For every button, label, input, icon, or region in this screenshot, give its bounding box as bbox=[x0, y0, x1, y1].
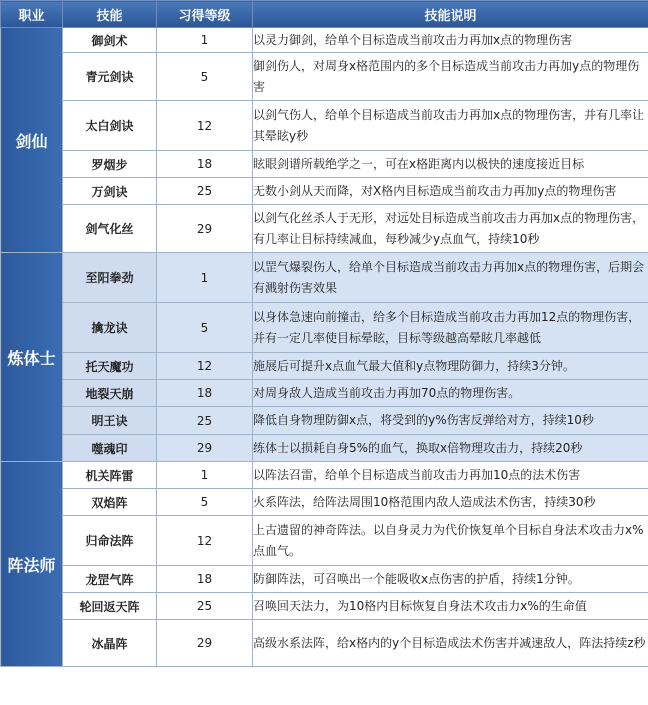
skill-level: 25 bbox=[157, 407, 253, 435]
table-row bbox=[1, 353, 648, 380]
header-level: 习得等级 bbox=[157, 1, 253, 28]
skill-name: 地裂天崩 bbox=[63, 380, 157, 407]
table-row bbox=[1, 593, 648, 620]
class-cell: 炼体士 bbox=[1, 253, 63, 462]
skill-desc: 防御阵法，可召唤出一个能吸收x点伤害的护盾，持续1分钟。 bbox=[253, 566, 648, 593]
skill-level: 1 bbox=[157, 28, 253, 53]
skill-name: 冰晶阵 bbox=[63, 620, 157, 667]
table-row bbox=[1, 462, 648, 489]
skill-level: 5 bbox=[157, 303, 253, 353]
table-row bbox=[1, 151, 648, 178]
header-skill: 技能 bbox=[63, 1, 157, 28]
table-row bbox=[1, 516, 648, 566]
skill-level: 5 bbox=[157, 53, 253, 101]
skill-desc: 以灵力御剑，给单个目标造成当前攻击力再加x点的物理伤害 bbox=[253, 28, 648, 53]
skill-name: 归命法阵 bbox=[63, 516, 157, 566]
skill-level: 1 bbox=[157, 253, 253, 303]
class-cell: 剑仙 bbox=[1, 28, 63, 253]
header-row bbox=[1, 1, 648, 28]
skill-desc: 无数小剑从天而降，对X格内目标造成当前攻击力再加y点的物理伤害 bbox=[253, 178, 648, 205]
table-row bbox=[1, 380, 648, 407]
skill-level: 12 bbox=[157, 101, 253, 151]
skill-name: 御剑术 bbox=[63, 28, 157, 53]
table-row bbox=[1, 178, 648, 205]
skill-name: 龙罡气阵 bbox=[63, 566, 157, 593]
skill-name: 剑气化丝 bbox=[63, 205, 157, 253]
class-cell: 阵法师 bbox=[1, 462, 63, 667]
header-class: 职业 bbox=[1, 1, 63, 28]
table-row bbox=[1, 253, 648, 303]
skill-level: 29 bbox=[157, 205, 253, 253]
skill-level: 18 bbox=[157, 151, 253, 178]
skill-level: 25 bbox=[157, 593, 253, 620]
skill-desc: 火系阵法，给阵法周围10格范围内敌人造成法术伤害，持续30秒 bbox=[253, 489, 648, 516]
skill-desc: 以剑气化丝杀人于无形，对远处目标造成当前攻击力再加x点的物理伤害，有几率让目标持续减血，每秒减少y点血气，持续10秒 bbox=[253, 205, 648, 253]
class-group-liantishi bbox=[1, 253, 648, 462]
skill-name: 双焰阵 bbox=[63, 489, 157, 516]
table-row bbox=[1, 489, 648, 516]
skill-level: 29 bbox=[157, 620, 253, 667]
skill-level: 18 bbox=[157, 380, 253, 407]
skill-name: 青元剑诀 bbox=[63, 53, 157, 101]
skill-level: 12 bbox=[157, 516, 253, 566]
skill-name: 擒龙诀 bbox=[63, 303, 157, 353]
class-group-jianxian bbox=[1, 28, 648, 253]
skill-name: 轮回返天阵 bbox=[63, 593, 157, 620]
skill-desc: 高级水系法阵，给x格内的y个目标造成法术伤害并减速敌人，阵法持续z秒 bbox=[253, 620, 648, 667]
table-row bbox=[1, 407, 648, 435]
header-desc: 技能说明 bbox=[253, 1, 648, 28]
skill-level: 18 bbox=[157, 566, 253, 593]
skill-name: 噬魂印 bbox=[63, 435, 157, 462]
table-row bbox=[1, 101, 648, 151]
table-row bbox=[1, 28, 648, 53]
skill-desc: 练体士以损耗自身5%的血气，换取x倍物理攻击力，持续20秒 bbox=[253, 435, 648, 462]
skill-desc: 施展后可提升x点血气最大值和y点物理防御力，持续3分钟。 bbox=[253, 353, 648, 380]
skill-name: 明王诀 bbox=[63, 407, 157, 435]
skill-desc: 眩眼剑谱所载绝学之一，可在x格距离内以极快的速度接近目标 bbox=[253, 151, 648, 178]
skill-desc: 以剑气伤人，给单个目标造成当前攻击力再加x点的物理伤害，并有几率让其晕眩y秒 bbox=[253, 101, 648, 151]
table-row bbox=[1, 620, 648, 667]
skill-name: 太白剑诀 bbox=[63, 101, 157, 151]
table-row bbox=[1, 53, 648, 101]
skill-desc: 以身体急速向前撞击，给多个目标造成当前攻击力再加12点的物理伤害，并有一定几率使目标晕眩，目标等级越高晕眩几率越低 bbox=[253, 303, 648, 353]
skill-desc: 降低自身物理防御x点，将受到的y%伤害反弹给对方，持续10秒 bbox=[253, 407, 648, 435]
skill-level: 12 bbox=[157, 353, 253, 380]
skill-desc: 上古遗留的神奇阵法。以自身灵力为代价恢复单个目标自身法术攻击力x%点血气。 bbox=[253, 516, 648, 566]
table-row bbox=[1, 566, 648, 593]
skill-name: 万剑诀 bbox=[63, 178, 157, 205]
skill-name: 至阳拳劲 bbox=[63, 253, 157, 303]
skill-desc: 对周身敌人造成当前攻击力再加70点的物理伤害。 bbox=[253, 380, 648, 407]
table-row bbox=[1, 435, 648, 462]
table-row bbox=[1, 303, 648, 353]
skill-desc: 以阵法召雷，给单个目标造成当前攻击力再加10点的法术伤害 bbox=[253, 462, 648, 489]
skill-level: 29 bbox=[157, 435, 253, 462]
skill-desc: 以罡气爆裂伤人，给单个目标造成当前攻击力再加x点的物理伤害，后期会有溅射伤害效果 bbox=[253, 253, 648, 303]
skill-level: 25 bbox=[157, 178, 253, 205]
skill-name: 机关阵雷 bbox=[63, 462, 157, 489]
skill-level: 5 bbox=[157, 489, 253, 516]
skill-level: 1 bbox=[157, 462, 253, 489]
skill-desc: 御剑伤人，对周身x格范围内的多个目标造成当前攻击力再加y点的物理伤害 bbox=[253, 53, 648, 101]
class-group-zhenfashi bbox=[1, 462, 648, 667]
table-row bbox=[1, 205, 648, 253]
skill-name: 罗烟步 bbox=[63, 151, 157, 178]
skill-name: 托天魔功 bbox=[63, 353, 157, 380]
skill-desc: 召唤回天法力，为10格内目标恢复自身法术攻击力x%的生命值 bbox=[253, 593, 648, 620]
